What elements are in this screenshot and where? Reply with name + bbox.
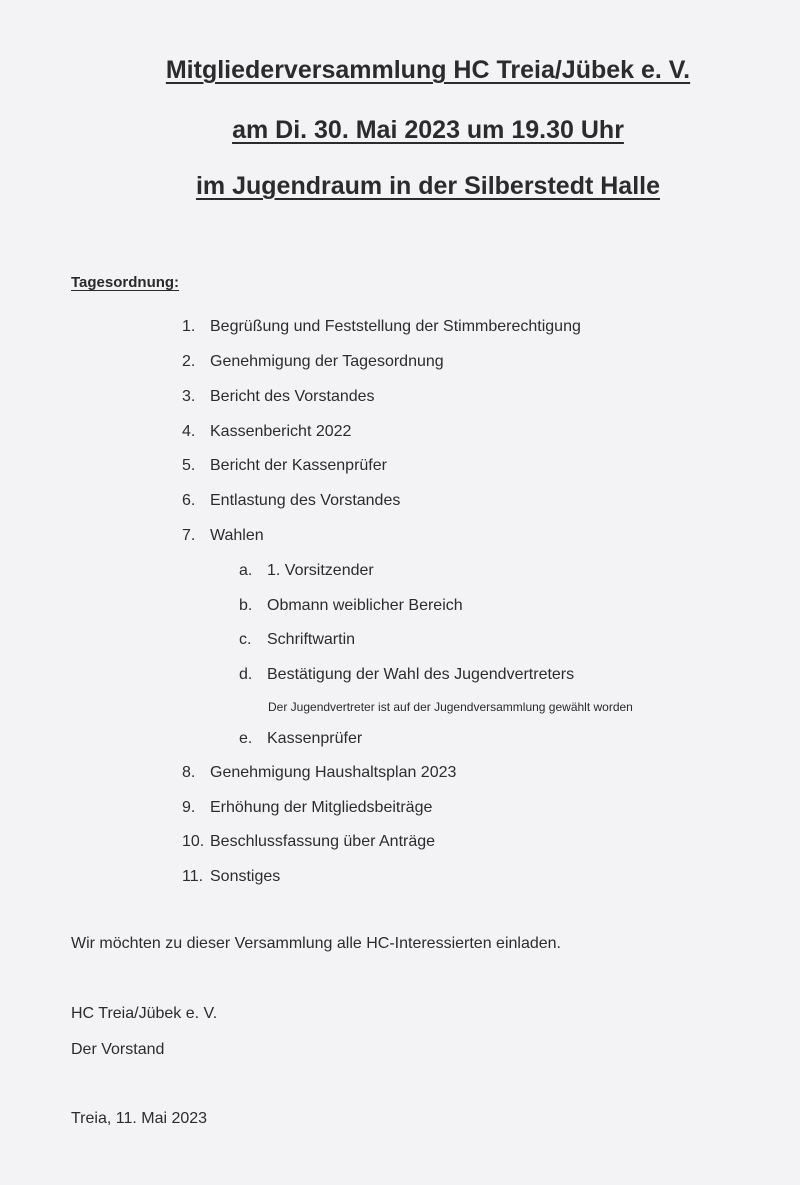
agenda-item-5 xyxy=(182,457,387,475)
agenda-subitem-a xyxy=(239,562,374,580)
agenda-item-number: 9. xyxy=(182,799,196,816)
agenda-subitem-letter: b. xyxy=(239,597,253,614)
agenda-subitem-d xyxy=(239,666,574,684)
agenda-item-8 xyxy=(182,764,456,782)
agenda-item-text: Genehmigung der Tagesordnung xyxy=(210,353,444,370)
title-line-2: am Di. 30. Mai 2023 um 19.30 Uhr xyxy=(232,116,624,144)
place-date: Treia, 11. Mai 2023 xyxy=(71,1110,208,1127)
signature-club: HC Treia/Jübek e. V. xyxy=(71,1005,218,1022)
agenda-subitem-letter: d. xyxy=(239,666,253,683)
invitation-text: Wir möchten zu dieser Versammlung alle HC-Interessierten einladen. xyxy=(71,935,561,952)
agenda-item-text: Bericht des Vorstandes xyxy=(210,388,375,405)
agenda-item-number: 10. xyxy=(182,833,205,850)
agenda-subitem-note: Der Jugendvertreter ist auf der Jugendversammlung gewählt worden xyxy=(268,700,633,714)
agenda-item-text: Begrüßung und Feststellung der Stimmberechtigung xyxy=(210,318,581,335)
agenda-item-text: Erhöhung der Mitgliedsbeiträge xyxy=(210,799,433,816)
title-line-1: Mitgliederversammlung HC Treia/Jübek e. V. xyxy=(165,56,691,84)
agenda-subitem-text: Kassenprüfer xyxy=(267,730,363,747)
agenda-subitem-c xyxy=(239,631,355,649)
agenda-item-7 xyxy=(182,527,264,545)
agenda-item-1 xyxy=(182,318,581,336)
agenda-item-number: 4. xyxy=(182,423,196,440)
agenda-item-9 xyxy=(182,799,432,817)
agenda-subitem-letter: e. xyxy=(239,730,253,747)
signature-board: Der Vorstand xyxy=(71,1041,165,1058)
agenda-item-text: Sonstiges xyxy=(210,868,281,885)
agenda-item-text: Beschlussfassung über Anträge xyxy=(210,833,436,850)
agenda-item-3 xyxy=(182,388,375,406)
agenda-item-6 xyxy=(182,492,400,510)
agenda-item-2 xyxy=(182,353,444,371)
agenda-item-number: 8. xyxy=(182,764,196,781)
agenda-heading: Tagesordnung: xyxy=(71,274,180,291)
agenda-item-text: Kassenbericht 2022 xyxy=(210,423,352,440)
agenda-item-number: 5. xyxy=(182,457,196,474)
agenda-item-number: 1. xyxy=(182,318,196,335)
agenda-subitem-text: Obmann weiblicher Bereich xyxy=(267,597,463,614)
agenda-subitem-letter: c. xyxy=(239,631,252,648)
agenda-item-text: Entlastung des Vorstandes xyxy=(210,492,401,509)
agenda-item-4 xyxy=(182,423,351,441)
agenda-item-11 xyxy=(182,868,280,886)
agenda-subitem-text: Schriftwartin xyxy=(267,631,356,648)
title-line-3: im Jugendraum in der Silberstedt Halle xyxy=(195,172,660,200)
agenda-item-text: Wahlen xyxy=(210,527,264,544)
agenda-item-number: 6. xyxy=(182,492,196,509)
agenda-item-number: 11. xyxy=(182,868,204,885)
agenda-item-number: 3. xyxy=(182,388,196,405)
agenda-item-number: 7. xyxy=(182,527,196,544)
agenda-subitem-b xyxy=(239,597,463,615)
agenda-subitem-text: 1. Vorsitzender xyxy=(267,562,374,579)
agenda-subitem-e xyxy=(239,730,362,748)
agenda-item-number: 2. xyxy=(182,353,196,370)
agenda-item-text: Genehmigung Haushaltsplan 2023 xyxy=(210,764,457,781)
agenda-item-text: Bericht der Kassenprüfer xyxy=(210,457,387,474)
agenda-item-10 xyxy=(182,833,435,851)
agenda-subitem-letter: a. xyxy=(239,562,253,579)
agenda-subitem-text: Bestätigung der Wahl des Jugendvertreters xyxy=(267,666,575,683)
